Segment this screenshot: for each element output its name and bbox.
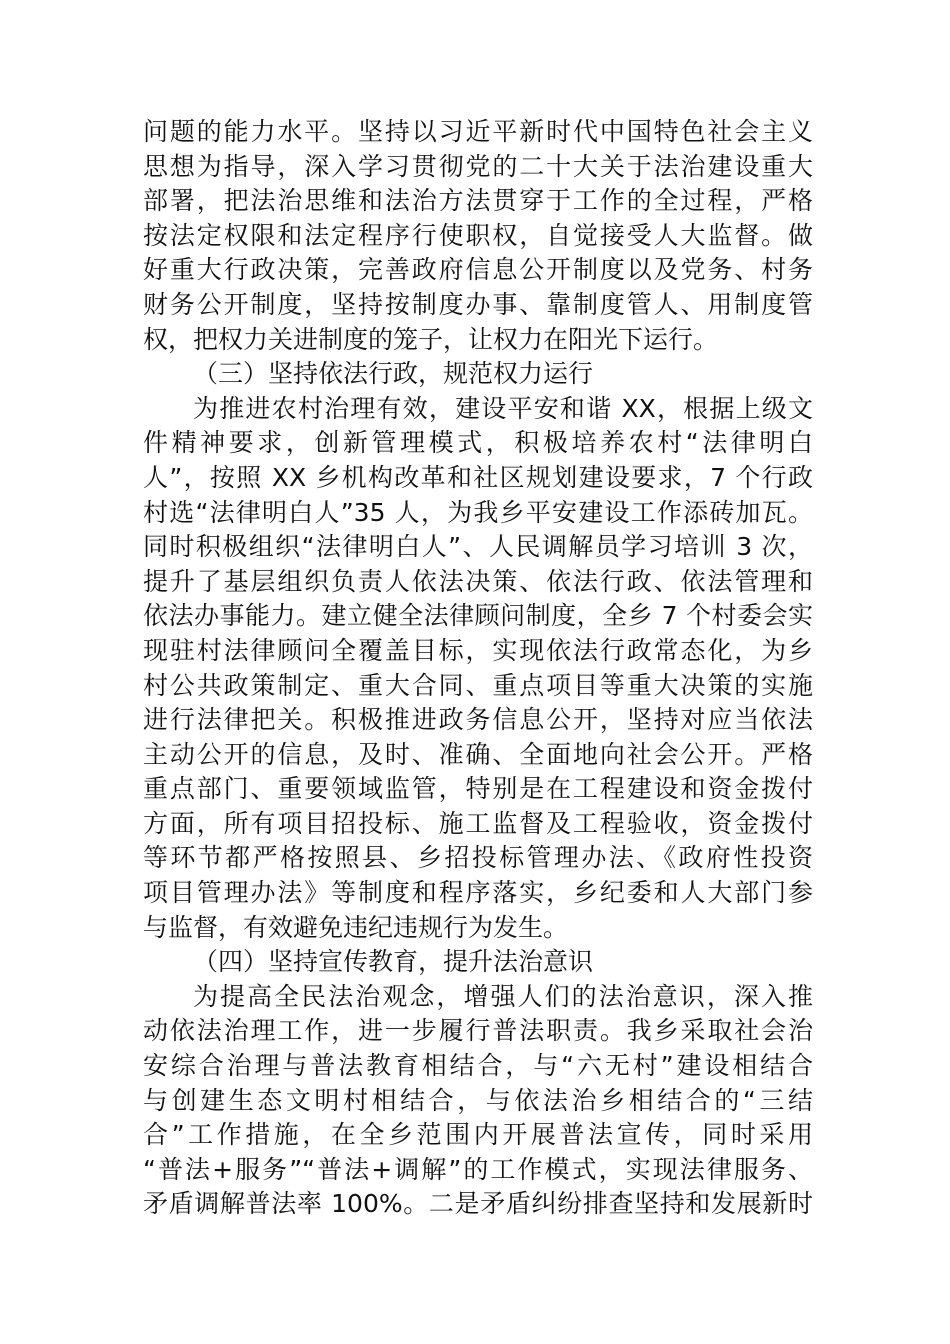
text-line: 主动公开的信息，及时、准确、全面地向社会公开。严格 (143, 739, 813, 769)
text-line: 件精神要求，创新管理模式，积极培养农村“法律明白 (143, 428, 813, 458)
text-line: 人”，按照 XX 乡机构改革和社区规划建设要求，7 个行政 (143, 462, 813, 492)
text-line: 动依法治理工作，进一步履行普法职责。我乡采取社会治 (143, 1016, 813, 1046)
text-line: 与创建生态文明村相结合，与依法治乡相结合的“三结 (143, 1085, 813, 1115)
text-line: 安综合治理与普法教育相结合，与“六无村”建设相结合 (143, 1051, 813, 1081)
text-line: 项目管理办法》等制度和程序落实，乡纪委和人大部门参 (143, 878, 813, 908)
text-line: 依法办事能力。建立健全法律顾问制度，全乡 7 个村委会实 (143, 601, 813, 631)
text-line: 重点部门、重要领域监管，特别是在工程建设和资金拨付 (143, 774, 813, 804)
text-line: 方面，所有项目招投标、施工监督及工程验收，资金拨付 (143, 808, 813, 838)
text-line: 提升了基层组织负责人依法决策、依法行政、依法管理和 (143, 566, 813, 596)
text-line: 现驻村法律顾问全覆盖目标，实现依法行政常态化，为乡 (143, 635, 813, 665)
text-line: 为提高全民法治观念，增强人们的法治意识，深入推 (193, 981, 813, 1011)
section-heading-4: （四）坚持宣传教育，提升法治意识 (193, 947, 594, 977)
text-line: 与监督，有效避免违纪违规行为发生。 (143, 912, 569, 942)
text-line: “普法+服务”“普法+调解”的工作模式，实现法律服务、 (143, 1154, 813, 1184)
text-line: 进行法律把关。积极推进政务信息公开，坚持对应当依法 (143, 705, 813, 735)
text-line: 合”工作措施，在全乡范围内开展普法宣传，同时采用 (143, 1120, 813, 1150)
text-line: 为推进农村治理有效，建设平安和谐 XX，根据上级文 (193, 393, 813, 423)
text-line: 村选“法律明白人”35 人，为我乡平安建设工作添砖加瓦。 (143, 497, 813, 527)
text-line: 权，把权力关进制度的笼子，让权力在阳光下运行。 (143, 324, 719, 354)
text-line: 问题的能力水平。坚持以习近平新时代中国特色社会主义 (143, 117, 813, 146)
text-line: 部署，把法治思维和法治方法贯穿于工作的全过程，严格 (143, 186, 813, 216)
text-line: 等环节都严格按照县、乡招投标管理办法、《政府性投资 (143, 843, 813, 873)
text-line: 村公共政策制定、重大合同、重点项目等重大决策的实施 (143, 670, 813, 700)
text-line: 思想为指导，深入学习贯彻党的二十大关于法治建设重大 (143, 151, 813, 181)
text-line: 矛盾调解普法率 100%。二是矛盾纠纷排查坚持和发展新时 (143, 1189, 813, 1219)
text-line: 好重大行政决策，完善政府信息公开制度以及党务、村务 (143, 255, 813, 285)
document-body (143, 115, 813, 1222)
text-line: 按法定权限和法定程序行使职权，自觉接受人大监督。做 (143, 220, 813, 250)
section-heading-3: （三）坚持依法行政，规范权力运行 (193, 359, 594, 389)
text-line: 财务公开制度，坚持按制度办事、靠制度管人、用制度管 (143, 289, 813, 319)
text-line: 同时积极组织“法律明白人”、人民调解员学习培训 3 次， (143, 532, 813, 562)
